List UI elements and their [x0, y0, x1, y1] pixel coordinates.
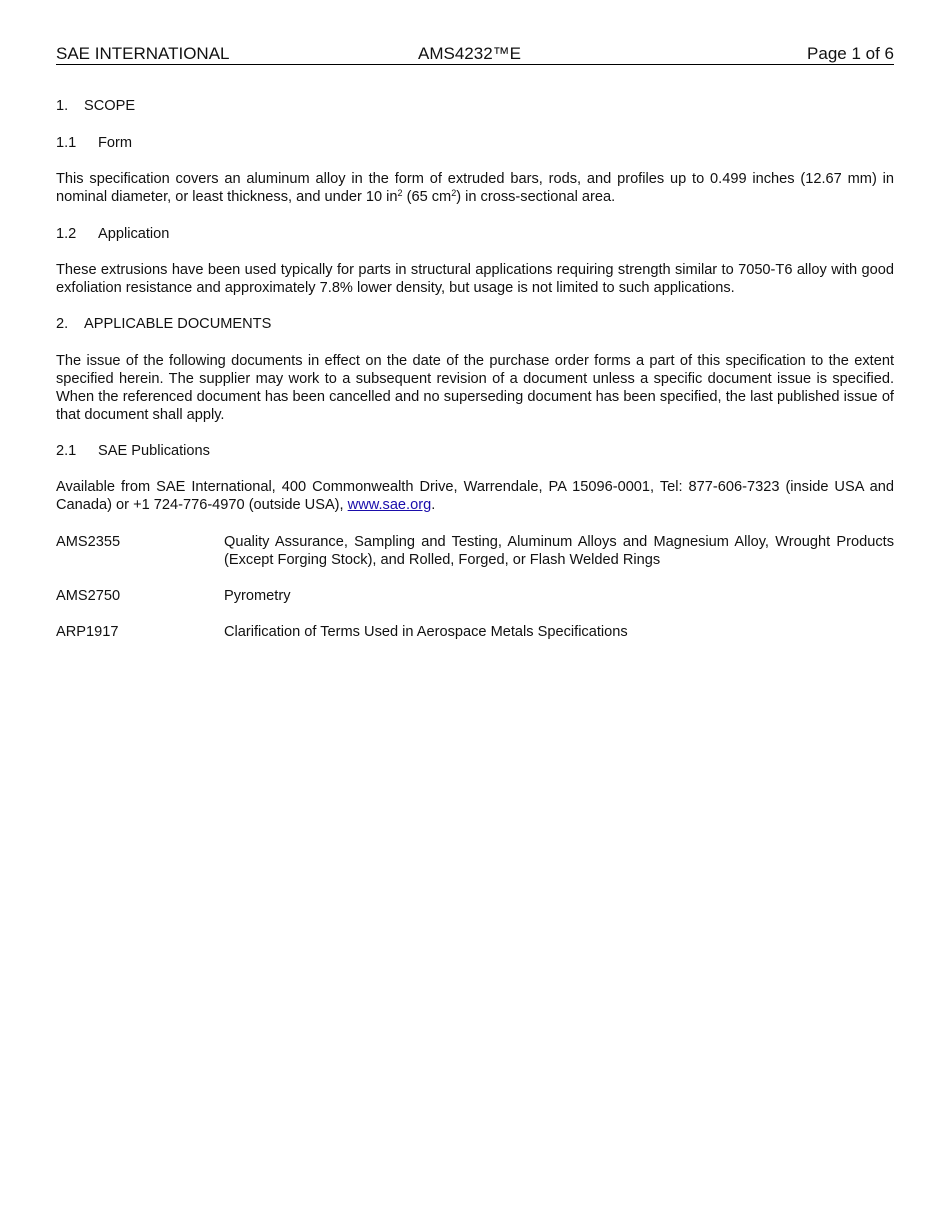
section-heading-sae-publications	[56, 442, 210, 460]
publications-text-end: .	[431, 497, 436, 513]
reference-document-row	[56, 587, 894, 605]
section-title: APPLICABLE DOCUMENTS	[84, 316, 272, 332]
header-org: SAE INTERNATIONAL	[56, 44, 230, 63]
paragraph-applicable-documents: The issue of the following documents in effect on the date of the purchase order forms a part of this specification to the extent specified herein. The supplier may work to a subsequent revision of a document unless a specific document issue is specified. When the referenced document has been cancelled and no superseding document has been specified, the last published issue of that document shall apply.	[56, 353, 894, 423]
section-number: 1.2	[56, 226, 77, 242]
section-heading-applicable-documents	[56, 315, 271, 333]
section-heading-form	[56, 134, 132, 152]
page-header	[56, 44, 894, 65]
form-text-part-1: This specification covers an aluminum alloy in the form of extruded bars, rods, and profiles up to 0.499 inches (12.67 mm) in nominal diameter, or least thickness, and under 10 in	[56, 171, 894, 205]
header-doc-number: AMS4232™E	[418, 44, 521, 63]
superscript: 2	[451, 188, 457, 198]
superscript: 2	[397, 188, 403, 198]
section-heading-scope	[56, 97, 135, 115]
section-title: SCOPE	[84, 98, 136, 114]
section-number: 2.1	[56, 443, 77, 459]
reference-document-id: AMS2355	[56, 534, 121, 550]
reference-document-id: ARP1917	[56, 624, 119, 640]
header-page-number: Page 1 of 6	[807, 44, 894, 63]
section-title: Application	[98, 226, 170, 242]
publications-text: Available from SAE International, 400 Commonwealth Drive, Warrendale, PA 15096-0001, Tel: 877-606-7323 (inside USA and Canada) or +1 724-776-4970 (outside USA),	[56, 479, 894, 513]
paragraph-form	[56, 170, 894, 206]
reference-document-row	[56, 623, 894, 641]
paragraph-application: These extrusions have been used typically for parts in structural applications requiring strength similar to 7050-T6 alloy with good exfoliation resistance and approximately 7.8% lower density, but usage is not limited to such applications.	[56, 262, 894, 296]
section-number: 1.1	[56, 135, 77, 151]
form-text-part-2: (65 cm	[402, 189, 452, 205]
reference-document-title: Pyrometry	[224, 588, 291, 604]
paragraph-sae-publications	[56, 478, 894, 514]
reference-document-row	[56, 533, 894, 569]
section-title: Form	[98, 135, 133, 151]
form-text-part-3: ) in cross-sectional area.	[456, 189, 616, 205]
sae-website-link[interactable]: www.sae.org	[347, 497, 432, 513]
section-number: 2.	[56, 316, 69, 332]
reference-document-id: AMS2750	[56, 588, 121, 604]
section-title: SAE Publications	[98, 443, 210, 459]
reference-document-title: Clarification of Terms Used in Aerospace Metals Specifications	[224, 624, 628, 640]
reference-document-title: Quality Assurance, Sampling and Testing, Aluminum Alloys and Magnesium Alloy, Wrought Products (Except Forging Stock), and Rolled, Forged, or Flash Welded Rings	[224, 534, 894, 568]
section-heading-application	[56, 225, 169, 243]
section-number: 1.	[56, 98, 69, 114]
